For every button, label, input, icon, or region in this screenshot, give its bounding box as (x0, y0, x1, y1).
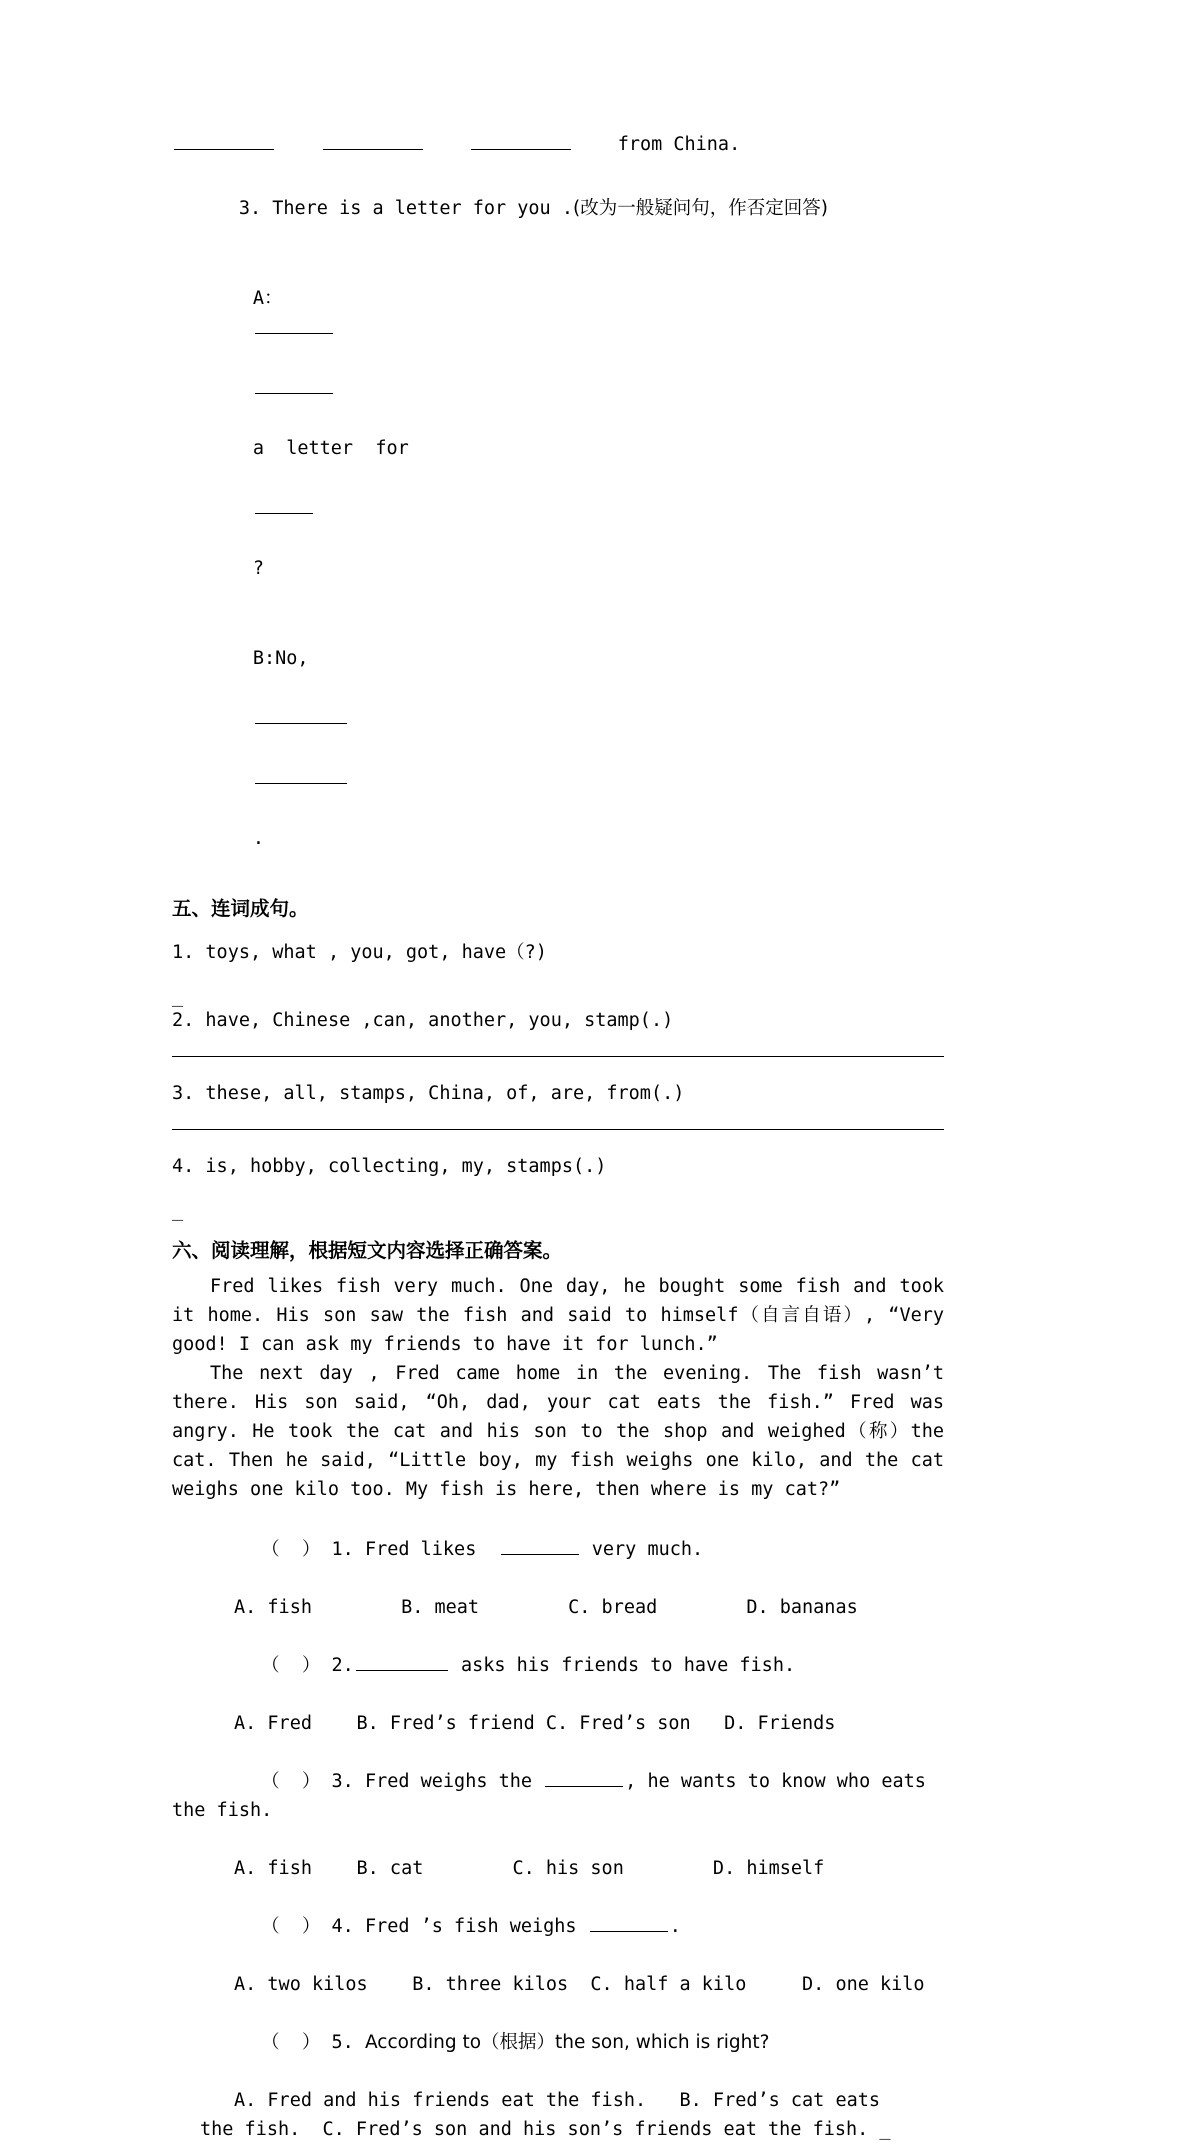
answer-b-line (172, 614, 944, 884)
section-five-heading: 五、连词成句。 (172, 897, 309, 920)
item-number: 1. (172, 942, 195, 963)
question-number: 2. (331, 1655, 354, 1676)
fill-blank[interactable] (255, 498, 313, 514)
fill-blank[interactable] (255, 378, 333, 394)
item-number: 4. (172, 1156, 195, 1177)
answer-bracket[interactable]: （ ） (261, 1655, 321, 1676)
question-3-line (172, 164, 944, 254)
question-number: 4. (331, 1916, 354, 1937)
question-stem: Fred likes (364, 1539, 477, 1560)
reading-questions (172, 1506, 944, 2144)
reading-options-4[interactable]: A. two kilos B. three kilos C. half a kilo D. one kilo (234, 1974, 925, 1995)
section-five-item-3 (172, 1079, 944, 1109)
question-number: 3. (331, 1771, 354, 1792)
fill-blank[interactable] (501, 1539, 579, 1555)
question-stem: According to（根据）the son, which is right? (364, 2032, 770, 2053)
item-text: is, hobby, collecting, my, stamps(.) (205, 1156, 607, 1177)
reading-passage (172, 1272, 944, 1504)
answer-bracket[interactable]: （ ） (261, 2032, 321, 2053)
question-stem-end: , he wants to know who eats the fish. (172, 1771, 938, 1821)
question-3-number: 3. (238, 198, 262, 219)
fill-blank[interactable] (255, 318, 333, 334)
top-blank-line (172, 130, 944, 164)
fill-blank[interactable] (255, 768, 347, 784)
answer-a-line (172, 254, 944, 614)
answer-a-prefix: A： (252, 288, 283, 309)
question-stem-end: very much. (591, 1539, 704, 1560)
answer-rule-3[interactable] (172, 1129, 944, 1130)
top-fragment-text: from China. (617, 134, 741, 155)
item-number: 2. (172, 1010, 195, 1031)
reading-options-5-continued[interactable]: the fish. C. Fred’s son and his son’s friends eat the fish. _ (200, 2119, 891, 2140)
reading-options-1[interactable]: A. fish B. meat C. bread D. bananas (234, 1597, 858, 1618)
item-text: toys, what , you, got, have（?) (205, 942, 547, 963)
answer-b-end: . (252, 828, 264, 849)
fill-blank[interactable] (590, 1916, 668, 1932)
answer-bracket[interactable]: （ ） (261, 1916, 321, 1937)
reading-options-2[interactable]: A. Fred B. Fred’s friend C. Fred’s son D. Friends (234, 1713, 836, 1734)
reading-question-3 (172, 1738, 944, 1854)
fill-blank[interactable] (323, 134, 423, 150)
question-3-instruction: (改为一般疑问句，作否定回答) (572, 198, 828, 219)
item-number: 3. (172, 1083, 195, 1104)
passage-paragraph-1: Fred likes fish very much. One day, he bought some fish and took it home. His son saw the fish and said to himself（自言自语）, “Very good! I can ask my friends to have it for lunch.” (172, 1276, 944, 1355)
answer-a-end: ? (252, 558, 264, 579)
answer-rule-2[interactable] (172, 1056, 944, 1057)
reading-options-5[interactable]: A. Fred and his friends eat the fish. B. Fred’s cat eats (234, 2090, 881, 2111)
answer-dash-1[interactable]: _ (172, 986, 184, 1007)
passage-paragraph-2: The next day , Fred came home in the evening. The fish wasn’t there. His son said, “Oh, dad, your cat eats the fish.” Fred was angry. He took the cat and his son to the shop and weighed（称）the cat. Then he said, “Little boy, my fish weighs one kilo, and the cat weighs one kilo too. My fish is here, then where is my cat?” (172, 1363, 944, 1500)
answer-b-prefix: B:No, (252, 648, 309, 669)
question-number: 1. (331, 1539, 354, 1560)
section-six-heading: 六、阅读理解，根据短文内容选择正确答案。 (172, 1239, 563, 1262)
document-content (172, 130, 944, 2144)
fill-blank[interactable] (174, 134, 274, 150)
reading-question-5 (172, 1999, 944, 2086)
reading-question-4 (172, 1883, 944, 1970)
answer-bracket[interactable]: （ ） (261, 1539, 321, 1560)
fill-blank[interactable] (471, 134, 571, 150)
item-text: these, all, stamps, China, of, are, from(.) (205, 1083, 685, 1104)
question-number: 5. (331, 2032, 354, 2053)
section-five-item-2 (172, 1006, 944, 1036)
question-3-text: There is a letter for you . (272, 198, 573, 219)
question-stem-end: . (669, 1916, 681, 1937)
question-stem-end: asks his friends to have fish. (460, 1655, 796, 1676)
section-five-item-4 (172, 1152, 944, 1182)
fill-blank[interactable] (255, 708, 347, 724)
fill-blank[interactable] (356, 1655, 448, 1671)
answer-dash-4[interactable]: _ (172, 1200, 184, 1221)
item-text: have, Chinese ,can, another, you, stamp(.) (205, 1010, 674, 1031)
reading-question-2 (172, 1622, 944, 1709)
question-stem: Fred ’s fish weighs (364, 1916, 577, 1937)
reading-options-3[interactable]: A. fish B. cat C. his son D. himself (234, 1858, 825, 1879)
fill-blank[interactable] (545, 1771, 623, 1787)
answer-a-mid: a letter for (252, 438, 409, 459)
section-five-item-1 (172, 938, 944, 968)
question-stem: Fred weighs the (364, 1771, 533, 1792)
reading-question-1 (172, 1506, 944, 1593)
answer-bracket[interactable]: （ ） (261, 1771, 321, 1792)
